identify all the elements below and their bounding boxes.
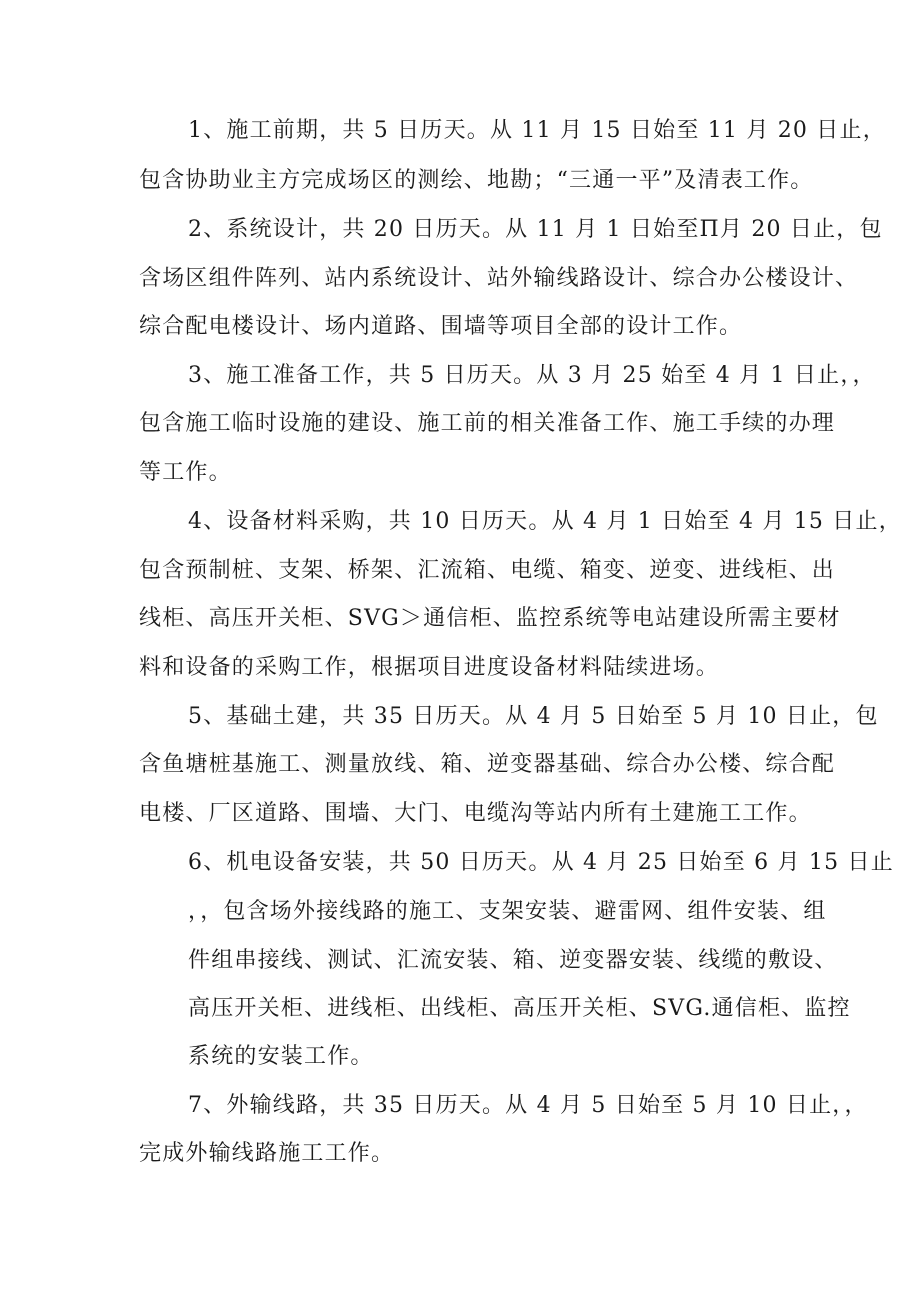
paragraph-5-line-3: 电楼、厂区道路、围墙、大门、电缆沟等站内所有土建施工工作。 bbox=[139, 801, 812, 826]
paragraph-6-line-4: 高压开关柜、进线柜、出线柜、高压开关柜、SVG.通信柜、监控 bbox=[188, 996, 851, 1021]
paragraph-7-line-2: 完成外输线路施工工作。 bbox=[139, 1141, 395, 1166]
paragraph-4-line-2: 包含预制桩、支架、桥架、汇流箱、电缆、箱变、逆变、进线柜、出 bbox=[139, 558, 836, 583]
paragraph-6-line-5: 系统的安装工作。 bbox=[188, 1044, 374, 1069]
paragraph-4-line-3: 线柜、高压开关柜、SVG＞通信柜、监控系统等电站建设所需主要材 bbox=[139, 606, 841, 631]
paragraph-6-line-1: 6、机电设备安装，共 50 日历天。从 4 月 25 日始至 6 月 15 日止 bbox=[188, 850, 894, 875]
paragraph-3-line-3: 等工作。 bbox=[139, 460, 232, 485]
paragraph-2-line-3: 综合配电楼设计、场内道路、围墙等项目全部的设计工作。 bbox=[139, 314, 743, 339]
paragraph-2-line-1: 2、系统设计，共 20 日历天。从 11 月 1 日始至Π月 20 日止，包 bbox=[188, 217, 883, 242]
paragraph-1-line-2: 包含协助业主方完成场区的测绘、地勘；“三通一平”及清表工作。 bbox=[139, 168, 814, 193]
paragraph-3-line-1: 3、施工准备工作，共 5 日历天。从 3 月 25 始至 4 月 1 日止，， bbox=[188, 363, 876, 388]
paragraph-7-line-1: 7、外输线路，共 35 日历天。从 4 月 5 日始至 5 月 10 日止，， bbox=[188, 1093, 868, 1118]
paragraph-2-line-2: 含场区组件阵列、站内系统设计、站外输线路设计、综合办公楼设计、 bbox=[139, 266, 859, 291]
paragraph-1-line-1: 1、施工前期，共 5 日历天。从 11 月 15 日始至 11 月 20 日止， bbox=[188, 118, 886, 143]
paragraph-6-line-2: ，，包含场外接线路的施工、支架安装、避雷网、组件安装、组 bbox=[188, 899, 827, 924]
paragraph-4-line-1: 4、设备材料采购，共 10 日历天。从 4 月 1 日始至 4 月 15 日止， bbox=[188, 509, 902, 534]
paragraph-5-line-1: 5、基础土建，共 35 日历天。从 4 月 5 日始至 5 月 10 日止，包 bbox=[188, 704, 879, 729]
paragraph-5-line-2: 含鱼塘桩基施工、测量放线、箱、逆变器基础、综合办公楼、综合配 bbox=[139, 752, 836, 777]
paragraph-3-line-2: 包含施工临时设施的建设、施工前的相关准备工作、施工手续的办理 bbox=[139, 411, 836, 436]
paragraph-6-line-3: 件组串接线、测试、汇流安装、箱、逆变器安装、线缆的敷设、 bbox=[188, 948, 838, 973]
paragraph-4-line-4: 料和设备的采购工作，根据项目进度设备材料陆续进场。 bbox=[139, 655, 720, 680]
